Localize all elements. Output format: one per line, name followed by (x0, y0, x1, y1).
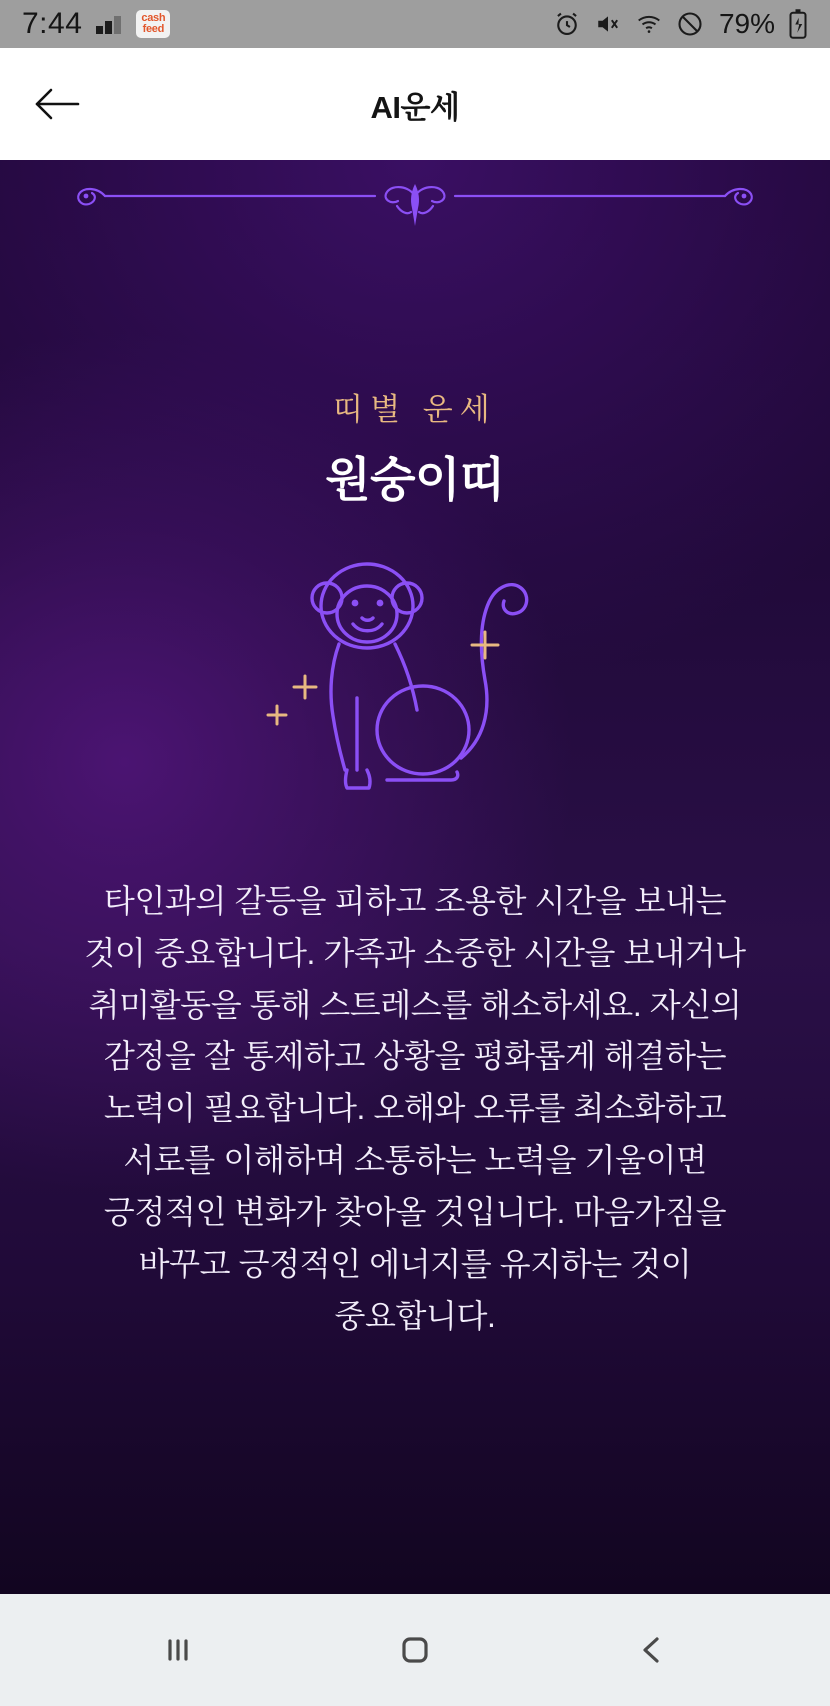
wifi-icon (635, 11, 663, 37)
do-not-disturb-icon (676, 10, 704, 38)
home-icon[interactable] (370, 1605, 460, 1695)
battery-charging-icon (788, 9, 808, 39)
cashfeed-app-icon (136, 10, 170, 38)
alarm-clock-icon (553, 10, 581, 38)
signal-bars-icon (96, 14, 122, 34)
battery-percentage: 79% (718, 8, 775, 39)
status-bar-right (553, 8, 808, 40)
status-clock: 7:44 (22, 7, 83, 40)
zodiac-name: 원숭이띠 (325, 453, 505, 506)
nav-back-icon[interactable] (607, 1605, 697, 1695)
system-nav-bar (0, 1594, 830, 1706)
fortune-text: 타인과의 갈등을 피하고 조용한 시간을 보내는 것이 중요합니다. 가족과 소중한 시간을 보내거나 취미활동을 통해 스트레스를 해소하세요. 자신의 감정을 잘 통제하고 상황을 평화롭게 해결하는 노력이 필요합니다. 오해와 오류를 최소화하고 서로를 이해하며 소통하는 노력을 기울이면 긍정적인 변화가 찾아올 것입니다. 마음가짐을 바꾸고 긍정적인 에너지를 유지하는 것이 중요합니다. (84, 883, 746, 1334)
monkey-zodiac-icon (0, 548, 830, 818)
ornamental-divider (0, 160, 830, 244)
cashfeed-line2: feed (142, 23, 165, 35)
page-title: AI운세 (370, 89, 460, 125)
app-header (0, 48, 830, 160)
status-bar (0, 0, 830, 48)
main-content (0, 160, 830, 1594)
status-bar-left (22, 7, 170, 41)
cashfeed-line1: cash (141, 12, 166, 24)
section-label: 띠별 운세 (333, 392, 497, 427)
volume-mute-icon (594, 11, 622, 37)
recents-icon[interactable] (133, 1605, 223, 1695)
back-arrow-icon[interactable] (34, 77, 88, 131)
